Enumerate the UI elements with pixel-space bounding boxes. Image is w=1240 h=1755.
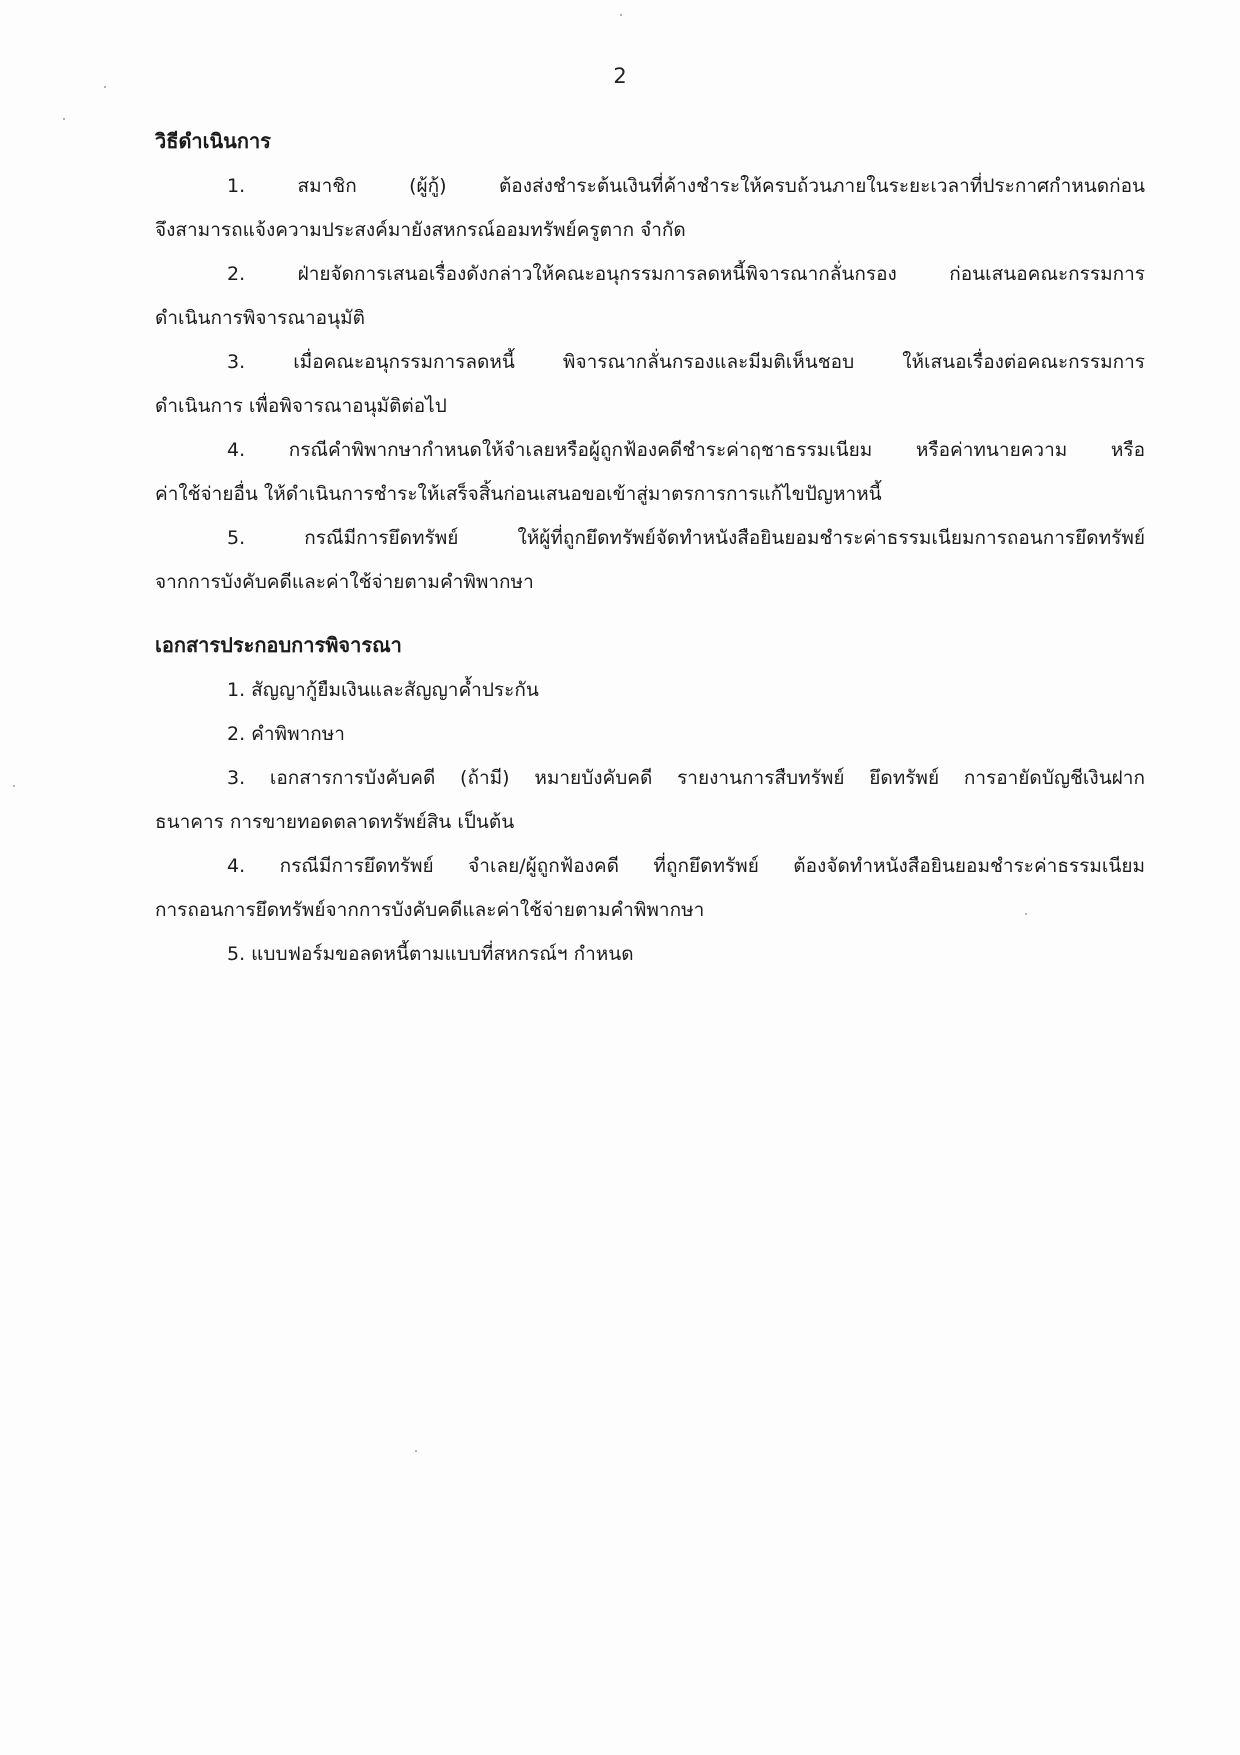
section-heading-documents: เอกสารประกอบการพิจารณา	[155, 633, 402, 657]
procedure-item-2	[155, 252, 1145, 340]
procedure-item-4-line-2: ค่าใช้จ่ายอื่น ให้ดำเนินการชำระให้เสร็จสิ้นก่อนเสนอขอเข้าสู่มาตรการการแก้ไขปัญหาหนี้	[155, 483, 882, 505]
document-item-5-line-1: 5. แบบฟอร์มขอลดหนี้ตามแบบที่สหกรณ์ฯ กำหนด	[227, 943, 634, 965]
procedure-item-3	[155, 340, 1145, 428]
document-item-4	[155, 844, 1145, 932]
procedure-item-5	[155, 516, 1145, 604]
document-item-3	[155, 756, 1145, 844]
procedure-item-5-line-1: 5. กรณีมีการยึดทรัพย์ ให้ผู้ที่ถูกยึดทรัพย์จัดทำหนังสือยินยอมชำระค่าธรรมเนียมการถอนการยึดทรัพย์	[227, 527, 1145, 549]
section-gap	[155, 604, 1145, 622]
page-number: 2	[613, 64, 627, 88]
document-item-1-line-1: 1. สัญญากู้ยืมเงินและสัญญาค้ำประกัน	[227, 679, 539, 701]
procedure-item-1-line-1: 1. สมาชิก (ผู้กู้) ต้องส่งชำระต้นเงินที่ค้างชำระให้ครบถ้วนภายในระยะเวลาที่ประกาศกำหนดก่อน	[227, 175, 1145, 197]
scan-speck	[63, 118, 65, 120]
document-item-1	[155, 668, 1145, 712]
document-body	[155, 118, 1145, 976]
document-item-2	[155, 712, 1145, 756]
procedure-item-1	[155, 164, 1145, 252]
document-item-2-line-1: 2. คำพิพากษา	[227, 723, 345, 745]
document-item-5	[155, 932, 1145, 976]
section-heading-procedure: วิธีดำเนินการ	[155, 129, 271, 153]
document-item-3-line-2: ธนาคาร การขายทอดตลาดทรัพย์สิน เป็นต้น	[155, 811, 515, 833]
procedure-item-2-line-1: 2. ฝ่ายจัดการเสนอเรื่องดังกล่าวให้คณะอนุกรรมการลดหนี้พิจารณากลั่นกรอง ก่อนเสนอคณะกรรมการ	[227, 263, 1145, 285]
procedure-item-1-line-2: จึงสามารถแจ้งความประสงค์มายังสหกรณ์ออมทรัพย์ครูตาก จำกัด	[155, 219, 686, 241]
procedure-item-3-line-1: 3. เมื่อคณะอนุกรรมการลดหนี้ พิจารณากลั่นกรองและมีมติเห็นชอบ ให้เสนอเรื่องต่อคณะกรรมการ	[227, 351, 1145, 373]
procedure-item-3-line-2: ดำเนินการ เพื่อพิจารณาอนุมัติต่อไป	[155, 395, 447, 417]
scan-speck	[415, 1450, 417, 1452]
scan-speck	[13, 785, 15, 787]
procedure-item-4	[155, 428, 1145, 516]
procedure-item-4-line-1: 4. กรณีคำพิพากษากำหนดให้จำเลยหรือผู้ถูกฟ้องคดีชำระค่าฤชาธรรมเนียม หรือค่าทนายความ หรือ	[227, 439, 1145, 461]
document-item-4-line-1: 4. กรณีมีการยึดทรัพย์ จำเลย/ผู้ถูกฟ้องคดี ที่ถูกยึดทรัพย์ ต้องจัดทำหนังสือยินยอมชำระค่าธรรมเนียม	[227, 855, 1145, 877]
procedure-item-2-line-2: ดำเนินการพิจารณาอนุมัติ	[155, 307, 365, 329]
document-item-4-line-2: การถอนการยึดทรัพย์จากการบังคับคดีและค่าใช้จ่ายตามคำพิพากษา	[155, 899, 705, 921]
procedure-item-5-line-2: จากการบังคับคดีและค่าใช้จ่ายตามคำพิพากษา	[155, 571, 534, 593]
scan-speck	[620, 14, 622, 16]
document-item-3-line-1: 3. เอกสารการบังคับคดี (ถ้ามี) หมายบังคับคดี รายงานการสืบทรัพย์ ยึดทรัพย์ การอายัดบัญชีเงินฝาก	[227, 767, 1145, 789]
